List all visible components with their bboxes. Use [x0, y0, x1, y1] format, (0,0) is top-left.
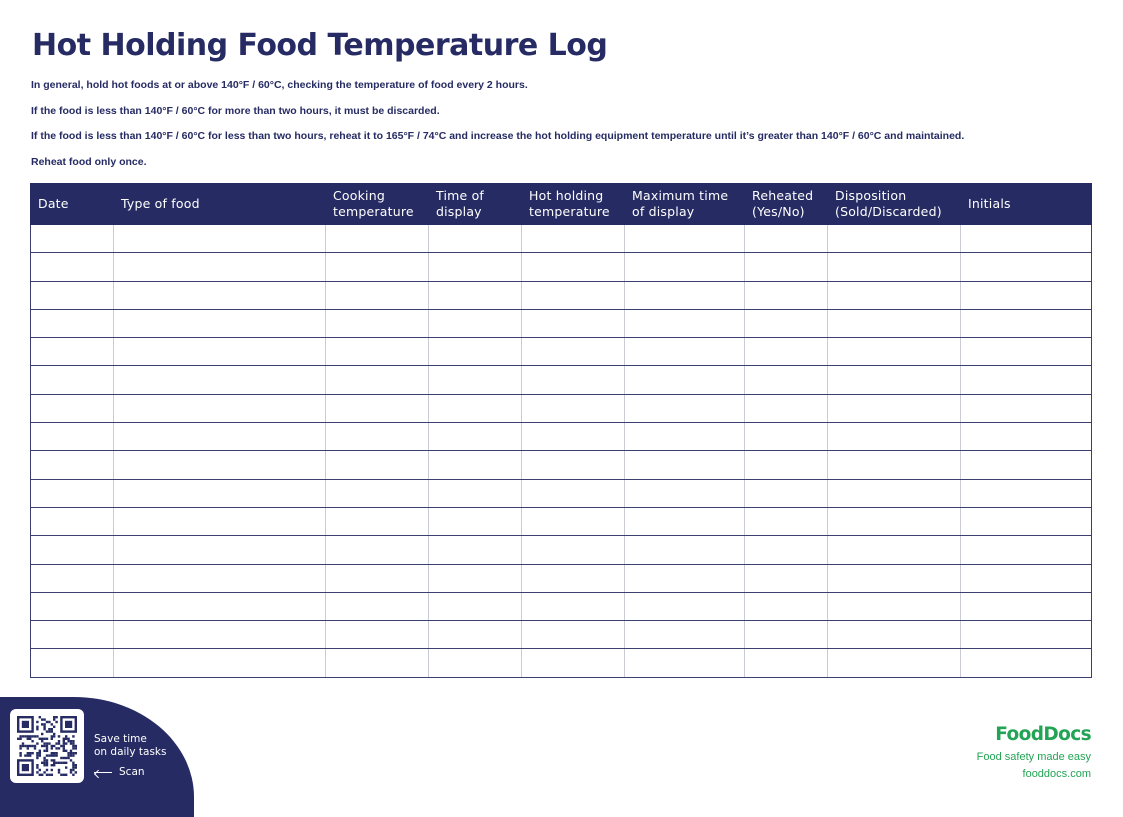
- promo-line: on daily tasks: [94, 746, 167, 758]
- table-cell[interactable]: [745, 592, 828, 620]
- table-cell[interactable]: [625, 253, 745, 281]
- table-cell[interactable]: [828, 536, 961, 564]
- table-row: [31, 338, 1092, 366]
- table-row: [31, 649, 1092, 677]
- table-cell[interactable]: [828, 451, 961, 479]
- table-row: [31, 592, 1092, 620]
- table-cell[interactable]: [522, 564, 625, 592]
- table-cell[interactable]: [429, 451, 522, 479]
- table-cell[interactable]: [429, 592, 522, 620]
- table-cell[interactable]: [326, 649, 429, 677]
- table-cell[interactable]: [114, 564, 326, 592]
- table-cell[interactable]: [31, 621, 114, 649]
- table-cell[interactable]: [961, 338, 1092, 366]
- table-cell[interactable]: [625, 507, 745, 535]
- table-row: [31, 564, 1092, 592]
- table-cell[interactable]: [326, 479, 429, 507]
- page-title: Hot Holding Food Temperature Log: [32, 28, 608, 63]
- table-cell[interactable]: [625, 423, 745, 451]
- table-cell[interactable]: [326, 394, 429, 422]
- table-cell[interactable]: [522, 423, 625, 451]
- table-cell[interactable]: [429, 253, 522, 281]
- column-header-type-of-food: Type of food: [114, 184, 326, 225]
- table-cell[interactable]: [114, 423, 326, 451]
- promo-line: Save time: [94, 733, 147, 745]
- temperature-log-table: [30, 183, 1092, 678]
- table-cell[interactable]: [745, 564, 828, 592]
- table-cell[interactable]: [745, 423, 828, 451]
- table-cell[interactable]: [745, 281, 828, 309]
- table-cell[interactable]: [961, 451, 1092, 479]
- table-cell[interactable]: [114, 309, 326, 337]
- table-cell[interactable]: [326, 225, 429, 253]
- table-cell[interactable]: [429, 649, 522, 677]
- table-cell[interactable]: [828, 423, 961, 451]
- table-cell[interactable]: [522, 281, 625, 309]
- table-cell[interactable]: [326, 281, 429, 309]
- table-cell[interactable]: [961, 281, 1092, 309]
- table-cell[interactable]: [745, 479, 828, 507]
- instruction-note: Reheat food only once.: [31, 155, 147, 168]
- column-header-maximum-time: Maximum time of display: [625, 184, 745, 225]
- table-cell[interactable]: [31, 536, 114, 564]
- table-row: [31, 394, 1092, 422]
- table-cell[interactable]: [745, 507, 828, 535]
- table-cell[interactable]: [522, 338, 625, 366]
- table-cell[interactable]: [625, 451, 745, 479]
- table-row: [31, 253, 1092, 281]
- table-row: [31, 621, 1092, 649]
- table-cell[interactable]: [625, 394, 745, 422]
- table-cell[interactable]: [625, 225, 745, 253]
- table-cell[interactable]: [429, 309, 522, 337]
- table-cell[interactable]: [828, 507, 961, 535]
- qr-code[interactable]: [10, 709, 84, 783]
- arrow-left-icon: [94, 772, 112, 773]
- column-header-initials: Initials: [961, 184, 1092, 225]
- column-header-time-of-display: Time of display: [429, 184, 522, 225]
- table-row: [31, 479, 1092, 507]
- table-cell[interactable]: [31, 338, 114, 366]
- table-cell[interactable]: [31, 225, 114, 253]
- table-cell[interactable]: [828, 366, 961, 394]
- table-row: [31, 451, 1092, 479]
- table-cell[interactable]: [326, 366, 429, 394]
- table-cell[interactable]: [745, 621, 828, 649]
- table-cell[interactable]: [326, 451, 429, 479]
- table-cell[interactable]: [625, 564, 745, 592]
- brand-block: [977, 724, 1091, 781]
- table-cell[interactable]: [31, 507, 114, 535]
- table-cell[interactable]: [114, 451, 326, 479]
- table-cell[interactable]: [326, 253, 429, 281]
- table-cell[interactable]: [326, 507, 429, 535]
- fooddocs-logo: FoodDocs: [995, 724, 1091, 745]
- table-cell[interactable]: [961, 621, 1092, 649]
- table-header-row: [31, 184, 1092, 225]
- table-cell[interactable]: [31, 592, 114, 620]
- table-row: [31, 423, 1092, 451]
- table-row: [31, 366, 1092, 394]
- table-cell[interactable]: [31, 649, 114, 677]
- table-cell[interactable]: [745, 338, 828, 366]
- table-cell[interactable]: [745, 394, 828, 422]
- column-header-date: Date: [31, 184, 114, 225]
- table-cell[interactable]: [326, 309, 429, 337]
- table-cell[interactable]: [828, 621, 961, 649]
- table-cell[interactable]: [828, 394, 961, 422]
- table-cell[interactable]: [31, 366, 114, 394]
- table-cell[interactable]: [326, 536, 429, 564]
- table-cell[interactable]: [31, 281, 114, 309]
- table-cell[interactable]: [625, 536, 745, 564]
- table-cell[interactable]: [429, 507, 522, 535]
- table-cell[interactable]: [429, 225, 522, 253]
- table-cell[interactable]: [745, 309, 828, 337]
- table-cell[interactable]: [625, 309, 745, 337]
- table-cell[interactable]: [961, 366, 1092, 394]
- table-cell[interactable]: [31, 451, 114, 479]
- table-cell[interactable]: [114, 536, 326, 564]
- table-cell[interactable]: [31, 423, 114, 451]
- table-cell[interactable]: [522, 621, 625, 649]
- table-row: [31, 309, 1092, 337]
- table-cell[interactable]: [961, 564, 1092, 592]
- table-cell[interactable]: [31, 253, 114, 281]
- table-cell[interactable]: [828, 479, 961, 507]
- table-cell[interactable]: [961, 423, 1092, 451]
- column-header-hot-holding-temperature: Hot holding temperature: [522, 184, 625, 225]
- table-cell[interactable]: [522, 479, 625, 507]
- table-cell[interactable]: [326, 621, 429, 649]
- table-cell[interactable]: [961, 507, 1092, 535]
- table-cell[interactable]: [625, 366, 745, 394]
- table-cell[interactable]: [114, 394, 326, 422]
- table-cell[interactable]: [828, 309, 961, 337]
- table-cell[interactable]: [31, 479, 114, 507]
- table-cell[interactable]: [745, 649, 828, 677]
- column-header-cooking-temperature: Cooking temperature: [326, 184, 429, 225]
- table-cell[interactable]: [429, 536, 522, 564]
- table-cell[interactable]: [625, 338, 745, 366]
- table-row: [31, 225, 1092, 253]
- table-cell[interactable]: [522, 451, 625, 479]
- table-cell[interactable]: [114, 479, 326, 507]
- qr-code-icon: [17, 716, 77, 776]
- table-cell[interactable]: [114, 253, 326, 281]
- instruction-note: If the food is less than 140°F / 60°C for less than two hours, reheat it to 165°F / 74°C and increase the hot holding equipment temperature until it’s greater than 140°F / 60°C and maintained.: [31, 130, 965, 142]
- table-cell[interactable]: [625, 479, 745, 507]
- table-cell[interactable]: [828, 564, 961, 592]
- table-cell[interactable]: [961, 253, 1092, 281]
- table-cell[interactable]: [522, 592, 625, 620]
- table-cell[interactable]: [828, 281, 961, 309]
- promo-text: [94, 733, 166, 759]
- table-cell[interactable]: [114, 366, 326, 394]
- scan-label: Scan: [119, 766, 145, 778]
- table-row: [31, 507, 1092, 535]
- table-cell[interactable]: [625, 281, 745, 309]
- table-cell[interactable]: [961, 592, 1092, 620]
- table-cell[interactable]: [429, 394, 522, 422]
- table-cell[interactable]: [625, 649, 745, 677]
- table-cell[interactable]: [326, 338, 429, 366]
- table-cell[interactable]: [961, 536, 1092, 564]
- table-cell[interactable]: [31, 394, 114, 422]
- table-cell[interactable]: [114, 281, 326, 309]
- table-cell[interactable]: [114, 621, 326, 649]
- table-cell[interactable]: [828, 253, 961, 281]
- table-cell[interactable]: [522, 394, 625, 422]
- table-row: [31, 536, 1092, 564]
- table-cell[interactable]: [326, 423, 429, 451]
- table-cell[interactable]: [828, 649, 961, 677]
- table-cell[interactable]: [522, 366, 625, 394]
- table-cell[interactable]: [114, 338, 326, 366]
- table-cell[interactable]: [522, 649, 625, 677]
- table-row: [31, 281, 1092, 309]
- table-cell[interactable]: [961, 309, 1092, 337]
- scan-prompt: [94, 766, 145, 778]
- column-header-reheated: Reheated (Yes/No): [745, 184, 828, 225]
- table-cell[interactable]: [31, 309, 114, 337]
- table-cell[interactable]: [429, 366, 522, 394]
- table-cell[interactable]: [625, 592, 745, 620]
- table-cell[interactable]: [745, 253, 828, 281]
- table-cell[interactable]: [828, 225, 961, 253]
- table-cell[interactable]: [745, 366, 828, 394]
- table-cell[interactable]: [522, 309, 625, 337]
- table-cell[interactable]: [429, 564, 522, 592]
- table-cell[interactable]: [114, 649, 326, 677]
- brand-tagline: Food safety made easy: [976, 751, 1091, 763]
- table-cell[interactable]: [522, 536, 625, 564]
- table-cell[interactable]: [745, 536, 828, 564]
- table-cell[interactable]: [828, 338, 961, 366]
- table-cell[interactable]: [522, 225, 625, 253]
- table-cell[interactable]: [522, 253, 625, 281]
- table-cell[interactable]: [745, 225, 828, 253]
- instruction-note: In general, hold hot foods at or above 140°F / 60°C, checking the temperature of food every 2 hours.: [31, 79, 528, 91]
- table-cell[interactable]: [429, 338, 522, 366]
- table-cell[interactable]: [961, 649, 1092, 677]
- table-cell[interactable]: [522, 507, 625, 535]
- table-cell[interactable]: [625, 621, 745, 649]
- table-cell[interactable]: [745, 451, 828, 479]
- instructions: [31, 79, 1101, 181]
- table-cell[interactable]: [31, 564, 114, 592]
- instruction-note: If the food is less than 140°F / 60°C for more than two hours, it must be discarded.: [31, 104, 440, 117]
- table-cell[interactable]: [326, 592, 429, 620]
- table-cell[interactable]: [961, 479, 1092, 507]
- table-cell[interactable]: [828, 592, 961, 620]
- table-cell[interactable]: [114, 225, 326, 253]
- table-cell[interactable]: [429, 281, 522, 309]
- table-cell[interactable]: [326, 564, 429, 592]
- table-cell[interactable]: [961, 394, 1092, 422]
- table-cell[interactable]: [114, 592, 326, 620]
- table-cell[interactable]: [114, 507, 326, 535]
- brand-url[interactable]: fooddocs.com: [1022, 768, 1091, 780]
- table-cell[interactable]: [429, 479, 522, 507]
- table-cell[interactable]: [961, 225, 1092, 253]
- table-cell[interactable]: [429, 621, 522, 649]
- column-header-disposition: Disposition (Sold/Discarded): [828, 184, 961, 225]
- table-cell[interactable]: [429, 423, 522, 451]
